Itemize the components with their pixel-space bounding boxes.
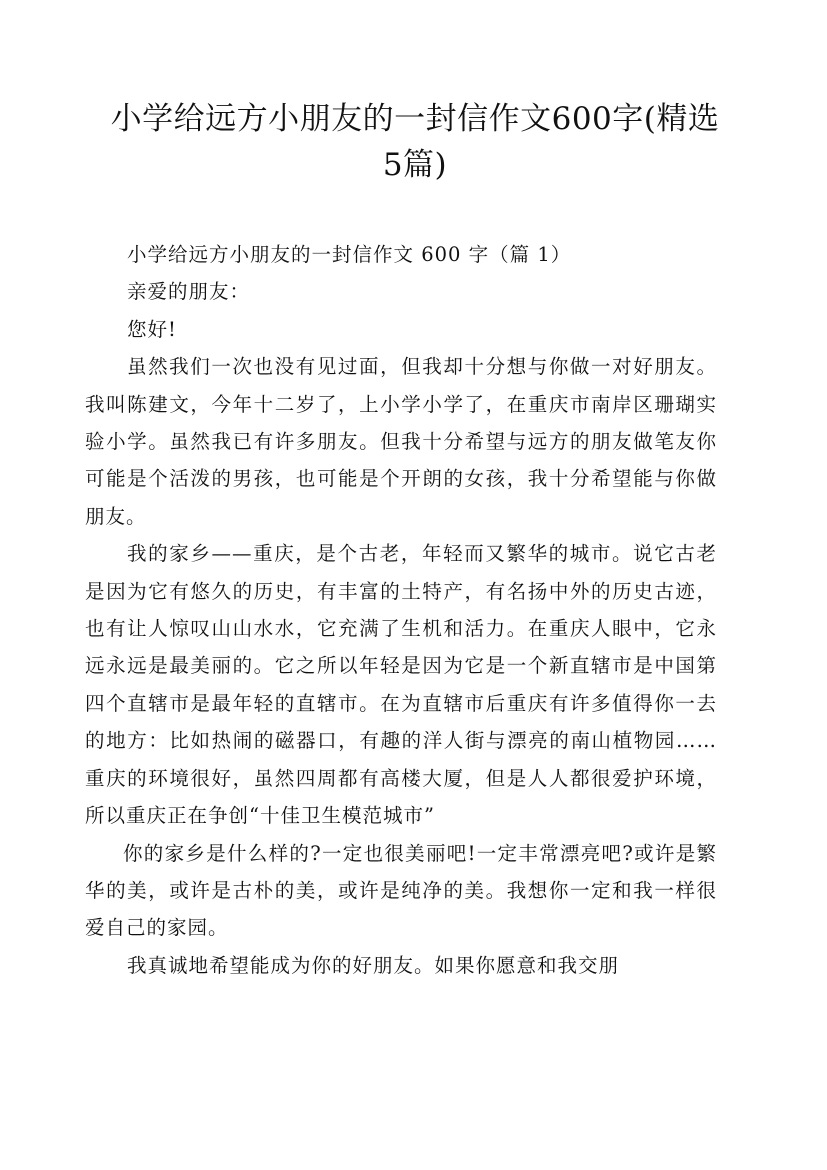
body-paragraph: 虽然我们一次也没有见过面，但我却十分想与你做一对好朋友。我叫陈建文，今年十二岁了，上小学小学了，在重庆市南岸区珊瑚实验小学。虽然我已有许多朋友。但我十分希望与远方的朋友做笔友你可能是个活泼的男孩，也可能是个开朗的女孩，我十分希望能与你做朋友。 xyxy=(85,355,717,528)
body-paragraph: 你的家乡是什么样的?一定也很美丽吧!一定丰常漂亮吧?或许是繁华的美，或许是古朴的美，或许是纯净的美。我想你一定和我一样很爱自己的家园。 xyxy=(85,841,717,940)
body-paragraph: 我的家乡——重庆，是个古老，年轻而又繁华的城市。说它古老是因为它有悠久的历史，有丰富的土特产，有名扬中外的历史古迹，也有让人惊叹山山水水，它充满了生机和活力。在重庆人眼中，它永远永远是最美丽的。它之所以年轻是因为它是一个新直辖市是中国第四个直辖市是最年轻的直辖市。在为直辖市后重庆有许多值得你一去的地方：比如热闹的磁器口，有趣的洋人街与漂亮的南山植物园……重庆的环境很好，虽然四周都有高楼大厦，但是人人都很爱护环境，所以重庆正在争创“十佳卫生模范城市” xyxy=(85,542,717,828)
document-body xyxy=(85,236,717,984)
document-title: 小学给远方小朋友的一封信作文600字(精选5篇) xyxy=(110,101,720,183)
letter-salutation: 亲爱的朋友： xyxy=(127,280,251,304)
section-heading: 小学给远方小朋友的一封信作文 600 字（篇 1） xyxy=(127,243,572,266)
body-paragraph: 我真诚地希望能成为你的好朋友。如果你愿意和我交朋 xyxy=(127,953,620,977)
letter-greeting: 您好! xyxy=(127,317,177,341)
